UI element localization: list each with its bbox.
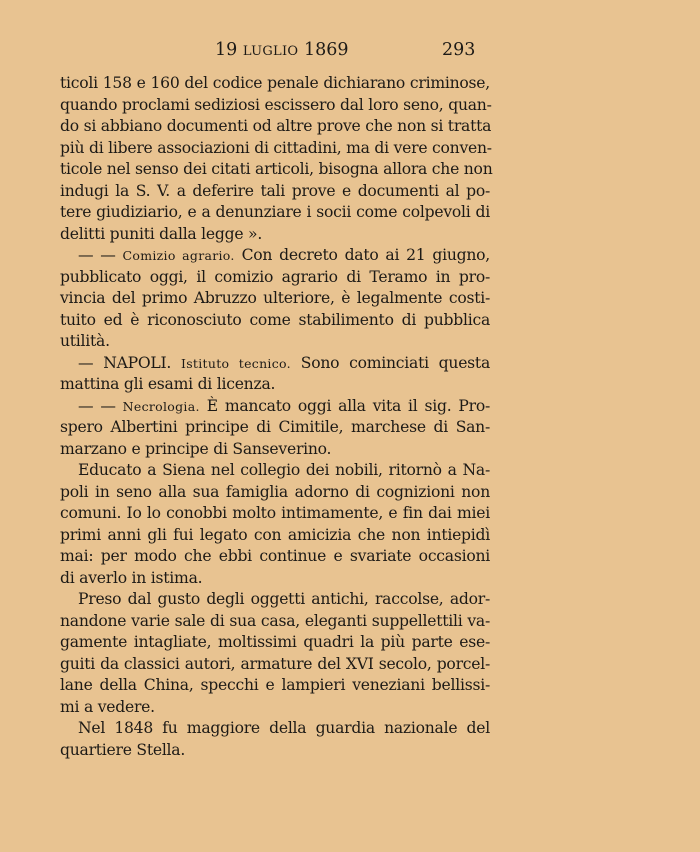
text-line: Educato a Siena nel collegio dei nobili, ritornò a Na- — [78, 461, 490, 479]
header-date — [215, 40, 348, 60]
header-date-day: 19 — [215, 40, 238, 60]
text-line: vincia del primo Abruzzo ulteriore, è legalmente costi- — [60, 289, 490, 307]
text-run: Con decreto dato ai 21 giugno, — [234, 246, 490, 264]
text-line: guiti da classici autori, armature del XVI secolo, porcel- — [60, 654, 490, 673]
text-line: mai: per modo che ebbi continue e svariate occasioni — [60, 547, 490, 565]
text-line: di averlo in istima. — [60, 568, 203, 587]
text-line — [60, 396, 490, 418]
section-heading: Comizio agrario. — [122, 248, 235, 263]
text-run: Sono cominciati questa — [290, 353, 490, 372]
text-line: ticoli 158 e 160 del codice penale dichiarano criminose, — [60, 74, 490, 92]
text-line: utilità. — [60, 332, 110, 350]
page-number: 293 — [442, 40, 476, 60]
text-line — [60, 353, 490, 375]
text-line: quartiere Stella. — [60, 740, 186, 759]
text-run: È mancato oggi alla vita il sig. Pro- — [199, 396, 490, 415]
dash-prefix: — — — [78, 246, 123, 264]
paragraph-comizio-agrario — [60, 245, 490, 353]
dash-prefix: — NAPOLI. — [78, 353, 181, 372]
text-line: do si abbiano documenti od altre prove che non si tratta — [60, 117, 492, 135]
text-line: lane della China, specchi e lampieri veneziani bellissi- — [60, 676, 490, 694]
text-line: comuni. Io lo conobbi molto intimamente, e fin dai miei — [60, 504, 490, 522]
paragraph-istituto-tecnico — [60, 353, 490, 396]
text-line: marzano e principe di Sanseverino. — [60, 439, 332, 458]
text-line: mattina gli esami di licenza. — [60, 375, 276, 393]
text-line: delitti puniti dalla legge ». — [60, 224, 263, 243]
text-line: mi a vedere. — [60, 697, 155, 716]
text-line: primi anni gli fui legato con amicizia che non intiepidì — [60, 525, 490, 544]
paragraph-necrologia — [60, 396, 490, 461]
text-line: indugi la S. V. a deferire tali prove e documenti al po- — [60, 181, 490, 200]
header-date-month: LUGLIO — [242, 44, 299, 59]
text-line: spero Albertini principe di Cimitile, marchese di San- — [60, 418, 490, 436]
text-line: quando proclami sediziosi escissero dal loro seno, quan- — [60, 95, 492, 114]
text-line: pubblicato oggi, il comizio agrario di Teramo in pro- — [60, 267, 490, 286]
paragraph-preso — [60, 589, 490, 718]
text-line: gamente intagliate, moltissimi quadri la più parte ese- — [60, 633, 490, 651]
text-line: ticole nel senso dei citati articoli, bisogna allora che non — [60, 160, 493, 178]
section-heading: Istituto tecnico. — [180, 355, 291, 371]
text-line: tuito ed è riconosciuto come stabilimento di pubblica — [60, 310, 490, 329]
section-heading: Necrologia. — [122, 398, 200, 414]
text-line: Preso dal gusto degli oggetti antichi, raccolse, ador- — [78, 590, 490, 608]
text-line: tere giudiziario, e a denunziare i socii come colpevoli di — [60, 203, 490, 221]
body-text — [60, 73, 493, 761]
header-date-year: 1869 — [303, 40, 349, 60]
paragraph-instructions — [60, 73, 493, 245]
paragraph-educato — [60, 460, 490, 589]
text-line: poli in seno alla sua famiglia adorno di cognizioni non — [60, 482, 490, 501]
text-line: più di libere associazioni di cittadini, ma di vere conven- — [60, 138, 492, 157]
text-line — [60, 245, 490, 267]
paragraph-nel-1848 — [60, 718, 490, 761]
dash-prefix: — — — [78, 396, 123, 415]
text-line: nandone varie sale di sua casa, eleganti suppellettili va- — [60, 611, 490, 630]
text-line: Nel 1848 fu maggiore della guardia nazionale del — [78, 719, 490, 737]
running-header — [60, 40, 490, 68]
